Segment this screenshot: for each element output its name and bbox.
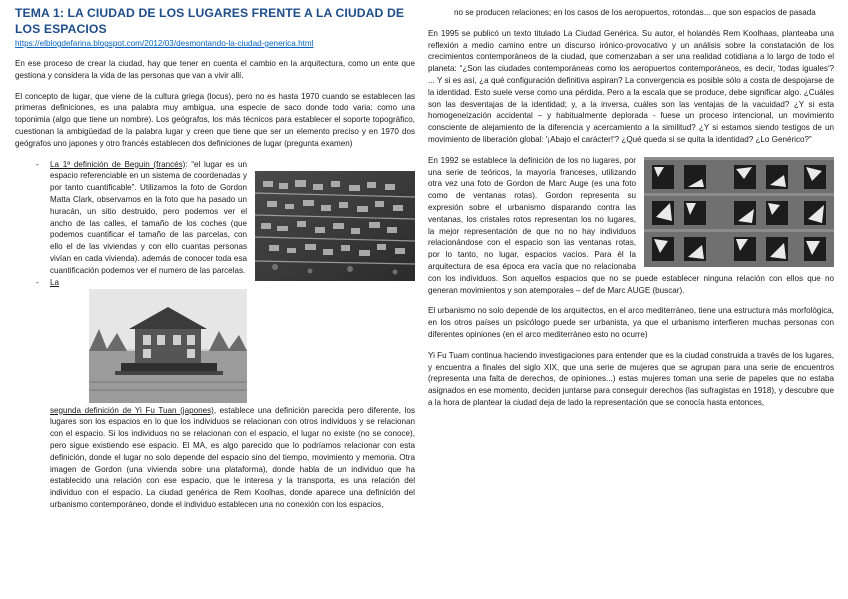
aerial-hurricane-photo — [255, 171, 415, 281]
house-on-platform-photo — [89, 289, 247, 403]
generic-city-paragraph: En 1995 se publicó un texto titulado La Ciudad Genérica. Su autor, el holandés Rem Koolhaas, planteaba una reflexión a medio camino entre un discurso irónico-provocativo y un análisis sobre la constatación de los crecimientos contemporáneos de la ciudad, que comenzaban a ser una realidad cotidiana a lo largo de todo el planeta: “¿Son las ciudades contemporáneas como los aeropuertos contemporáneos, es decir, 'todas iguales'? ... Y si es así, ¿a qué configuración definitiva aspiran? La convergencia es posible sólo a costa de despojarse de la identidad. Esto suele verse como una pérdida. Pero a la escala que se produce, debe significar algo. ¿Cuáles son las desventajas de la identidad; y, a la inversa, cuáles son las ventajas de la vacuidad? ¿Y si esta homogeneización accidental – y habitualmente deplorada - fuese un proceso intencional, un movimiento consciente de alejamiento de la diferencia y acercamiento a la similitud? ¿Y si estamos siendo testigos de un movimiento de liberación global: '¡Abajo el carácter!'? ¿Qué queda si se quita la identidad? ¿Lo Genérico?” — [428, 28, 834, 144]
urbanism-paragraph: El urbanismo no solo depende de los arquitectos, en el arco mediterráneo, tiene una estructura más morfológica, en los otros países un psicólogo puede ser urbanista, ya que el urbanismo interfieren muchas personas con diferentes opiniones (en el arco mediterráneo esto no ocurre) — [428, 306, 834, 339]
beguin-definition-text: : “el lugar es un espacio referenciable en un sistema de coordenadas y por tanto cuantificable”. Utilizamos la foto de Gordon Matta Clark, observamos en la foto que ha pasado un huracán, un sitio destruido, pero podemos ver el ancho de las calles, el tamaño de los coches (que podemos cuantificar el tamaño de las parcelas, con ello el de las viviendas y con ello cuantas personas vivían en cada vivienda). además de conocer toda esa cuantificación podemos ver el numero de las parcelas. — [50, 159, 247, 275]
source-link[interactable]: https://elblogdefarina.blogspot.com/2012/03/desmontando-la-ciudad-generica.html — [15, 39, 314, 48]
intro-paragraph: En ese proceso de crear la ciudad, hay que tener en cuenta el cambio en la arquitectura, como un ente que gestiona y considera la vida de las personas que van a vivir allí. — [15, 59, 415, 80]
page-title: TEMA 1: LA CIUDAD DE LOS LUGARES FRENTE A LA CIUDAD DE LOS ESPACIOS — [15, 6, 405, 36]
left-column — [15, 0, 415, 511]
list-item-beguin — [15, 159, 415, 277]
yi-fu-tuan-definition-heading: La segunda definición de Yi Fu Tuan (japones) — [50, 277, 214, 415]
list-dash: - — [36, 277, 39, 287]
continuation-paragraph: no se producen relaciones; en los casos de los aeropuertos, rotondas... que son espacios de pasada — [454, 8, 816, 17]
right-column — [428, 0, 834, 418]
non-places-block — [428, 155, 834, 297]
beguin-definition-heading: La 1ª definición de Beguin (francés) — [50, 159, 186, 169]
place-concept-paragraph: El concepto de lugar, que viene de la cultura griega (locus), pero no es hasta 1970 cuando se establecen las primeras definiciones, es una palabra muy ambigua, una especie de saco donde todo varia: como una toponimia (algo que tiene un nombre). Los geógrafos, los más técnicos para establecer el soporte topográfico, cuestionan la ambigüedad de la palabra lugar y creen que tiene que ser un elemento preciso y en 1970 dos geógrafos uno japones y otro francés establecen dos definiciones de lugar (pregunta examen) — [15, 91, 415, 148]
non-places-paragraph: En 1992 se establece la definición de los no lugares, por una serie de teóricos, la mayoría franceses, utilizando otra vez una foto de Gordon de Marc Auge (es una foto como de ventanas rotas). Gordon representa su expresión sobre el urbanismo disparando contra las ventanas, los cristales rotos representan los no lugares, la mejor representación de que no no hay individuos relacionándose con el espacio son las ventanas rotas, por lo tanto, no lugar, espacios vacíos. Para él la arquitectura de esa época era vacía que no relacionaba con los individuos. Son aquellos espacios que no se puede establecer ninguna relación con ellos que no generan movimientos y son atemporales – def de Marc AUGE (buscar). — [428, 155, 834, 295]
yi-fu-tuan-definition-text: , establece una definición parecida pero diferente, los lugares son los espacios en lo que los individuos se relacionan con otros individuos y se relacionan con el espacio. Si los individuos no se relacionan con el espacio, el lugar no existe (no se conoce), pero sigue existiendo ese espacio. El MA, es algo parecido que lo podríamos relacionar con esta definición, donde el lugar no solo depende del espacio sino del tiempo, movimiento y memoria. Otra imagen de Gordon (una vivienda sobre una plataforma), donde habla de un individuo que ha establecido una relación con ese espacio, que le interesa y la transporta, es una relación del individuo con el espacio. La ciudad genérica de Rem Koolhas, donde aparece una definición del urbanismo contemporáneo, donde el individuo establecen una no conexión con los espacios, — [50, 405, 415, 509]
broken-windows-photo — [644, 157, 834, 267]
list-item-yi-fu-tuan — [15, 277, 415, 511]
yi-fu-tuam-paragraph: Yi Fu Tuam continua haciendo investigaciones para entender que es la ciudad construida a través de los lugares, y encuentra a finales del siglo XIX, que una serie de mujeres que se agrupan para una serie de encuentros (representa una falta de derechos, de opiniones...) estas mujeres toman una serie de papeles que no estaba asignados en ese momento, deciden juntarse para conseguir derechos (las sufragistas en 1918), y descubre que a la hora de plantear la ciudad deja de lado la representación que se conocía hasta entonces, — [428, 350, 834, 407]
list-dash: - — [36, 159, 39, 169]
